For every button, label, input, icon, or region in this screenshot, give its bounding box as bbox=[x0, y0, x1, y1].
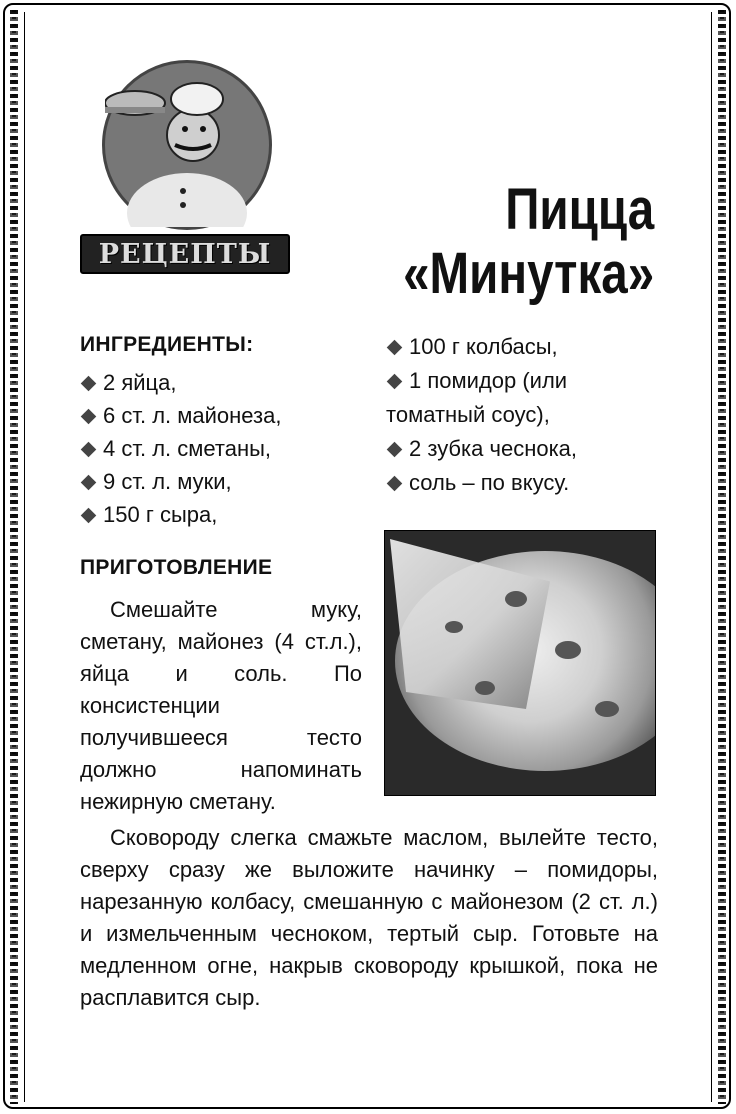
list-item: 2 яйца, bbox=[80, 366, 282, 399]
recipe-title bbox=[403, 178, 654, 306]
diamond-bullet-icon bbox=[81, 441, 97, 457]
list-item: 2 зубка чеснока, bbox=[386, 432, 577, 466]
recipes-logo bbox=[80, 48, 290, 270]
chef-emblem bbox=[102, 60, 272, 230]
diamond-bullet-icon bbox=[81, 375, 97, 391]
chef-icon bbox=[105, 63, 269, 227]
list-item: 1 помидор (или bbox=[386, 364, 577, 398]
ingredients-list-left bbox=[80, 366, 282, 531]
diamond-bullet-icon bbox=[81, 474, 97, 490]
diamond-bullet-icon bbox=[81, 408, 97, 424]
diamond-bullet-icon bbox=[387, 441, 403, 457]
ingredients-heading: ИНГРЕДИЕНТЫ: bbox=[80, 333, 254, 356]
list-item: 9 ст. л. муки, bbox=[80, 465, 282, 498]
recipes-ribbon bbox=[80, 234, 290, 274]
list-item: томатный соус), bbox=[386, 402, 550, 427]
list-item: соль – по вкусу. bbox=[386, 466, 577, 500]
list-item: 4 ст. л. сметаны, bbox=[80, 432, 282, 465]
list-item: 100 г колбасы, bbox=[386, 330, 577, 364]
diamond-bullet-icon bbox=[387, 475, 403, 491]
preparation-heading: ПРИГОТОВЛЕНИЕ bbox=[80, 556, 273, 579]
title-line-1: Пицца bbox=[505, 177, 654, 242]
list-item: 6 ст. л. майонеза, bbox=[80, 399, 282, 432]
left-rule bbox=[24, 12, 25, 1102]
title-line-2: «Минутка» bbox=[402, 241, 654, 306]
diamond-bullet-icon bbox=[387, 373, 403, 389]
right-rule bbox=[711, 12, 712, 1102]
right-ornament-border bbox=[718, 10, 726, 1104]
preparation-text-2: Сковороду слегка смажьте маслом, вылейте тесто, сверху сразу же выложите начинку – помидоры, нарезанную колбасу, смешанную с майонезом (2 ст. л.) и измельченным чесноком, тертый сыр. Готовьте на медленном огне, накрыв сковороду крышкой, пока не расплавится сыр. bbox=[80, 825, 658, 1010]
diamond-bullet-icon bbox=[81, 507, 97, 523]
logo-text: РЕЦЕПТЫ bbox=[98, 238, 272, 270]
list-item: 150 г сыра, bbox=[80, 498, 282, 531]
preparation-text-1: Смешайте муку, сметану, майонез (4 ст.л.), яйца и соль. По консистенции получившееся тесто должно напоминать нежирную сметану. bbox=[80, 597, 362, 814]
left-ornament-border bbox=[10, 10, 18, 1104]
ingredients-list-right bbox=[386, 330, 577, 500]
diamond-bullet-icon bbox=[387, 339, 403, 355]
pizza-photo bbox=[384, 530, 656, 796]
